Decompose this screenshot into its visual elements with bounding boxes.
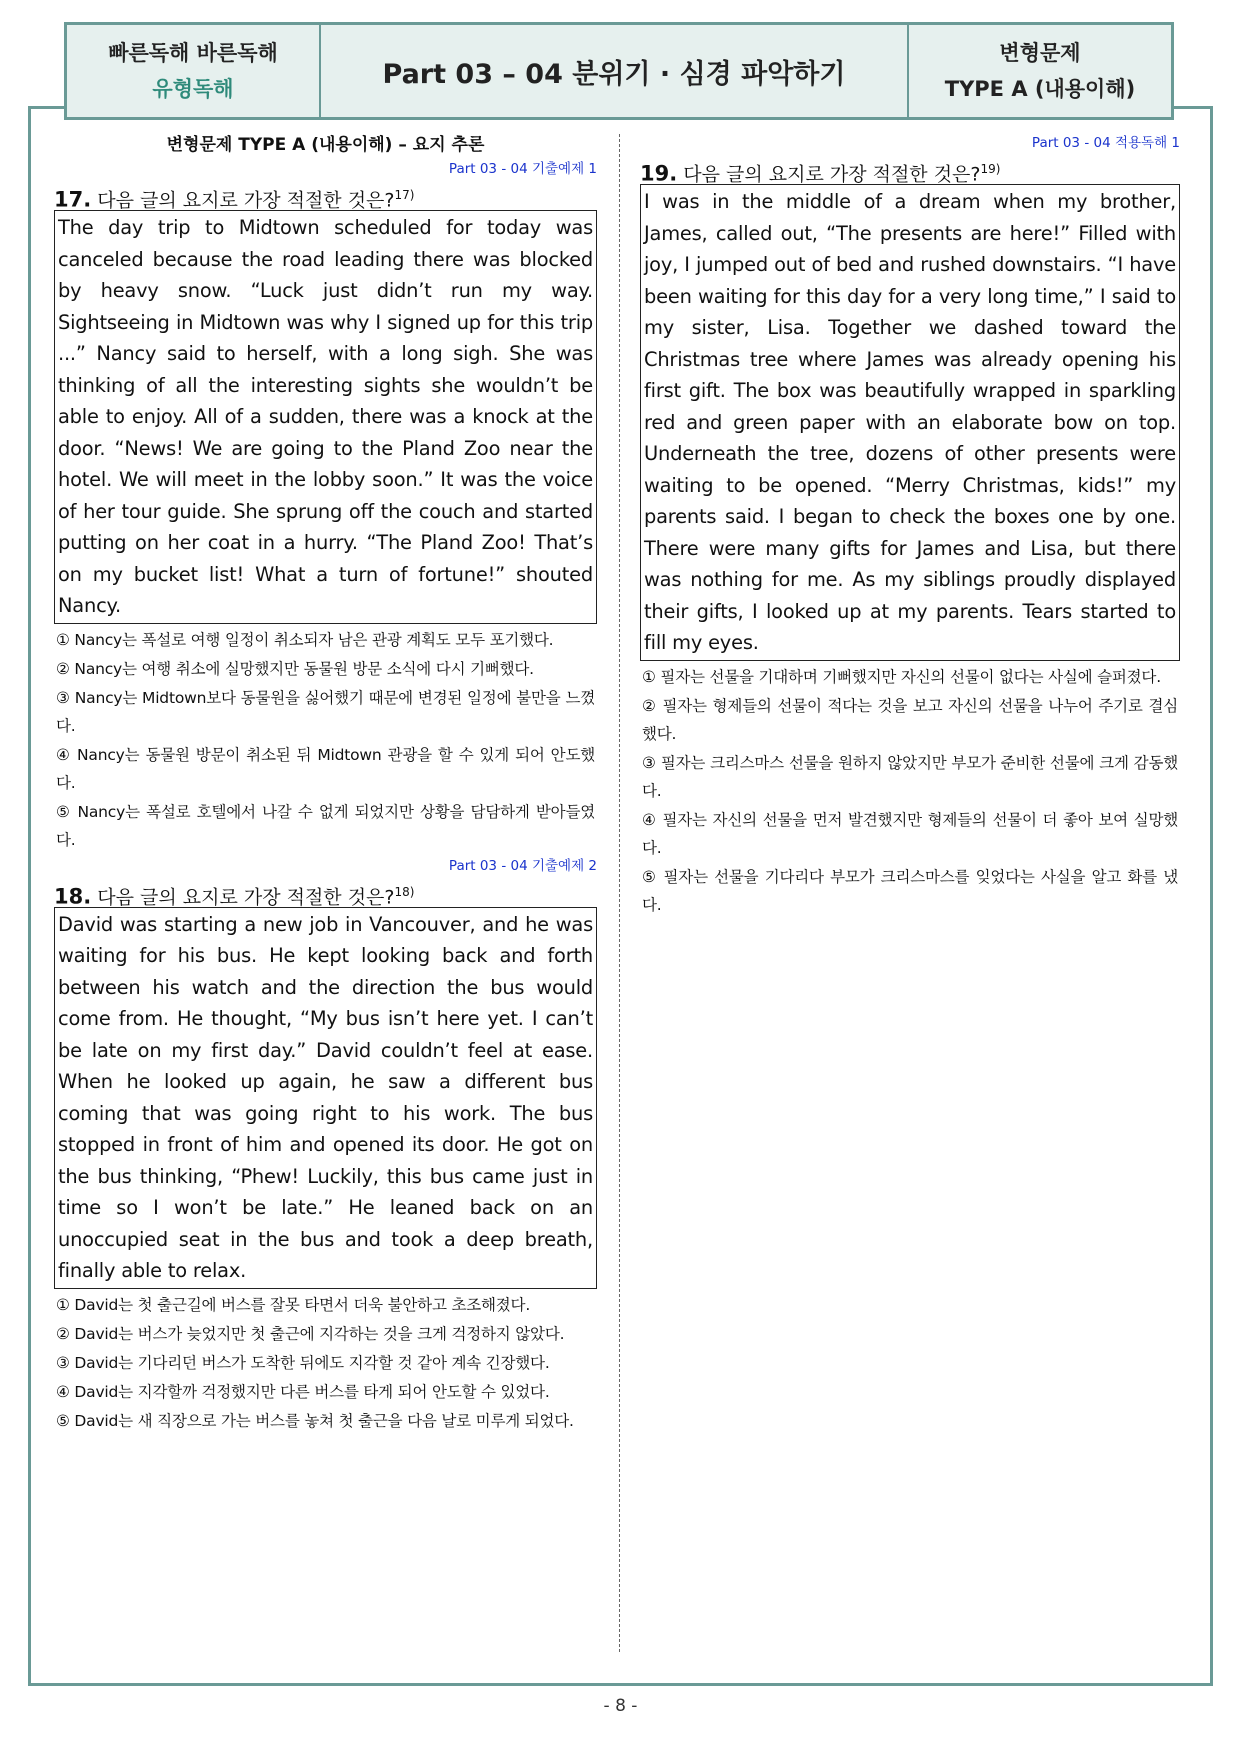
question-prompt bbox=[640, 154, 1180, 184]
answer-choice[interactable]: ② 필자는 형제들의 선물이 적다는 것을 보고 자신의 선물을 나누어 주기로 결심했다. bbox=[642, 696, 1178, 743]
passage-box: The day trip to Midtown scheduled for today was canceled because the road leading there was blocked by heavy snow. “Luck just didn’t run my way. Sightseeing in Midtown was why I signed up for this trip ...” Nancy said to herself, with a long sigh. She was thinking of all the interesting sights she wouldn’t be able to enjoy. All of a sudden, there was a knock at the door. “News! We are going to the Pland Zoo near the hotel. We will meet in the lobby soon.” It was the voice of her tour guide. She sprung off the couch and started putting on her coat in a hurry. “The Pland Zoo! That’s on my bucket list! What a turn of fortune!” shouted Nancy. bbox=[54, 210, 597, 624]
page-number: - 8 - bbox=[603, 1696, 638, 1716]
answer-choice[interactable]: ⑤ David는 새 직장으로 가는 버스를 놓쳐 첫 출근을 다음 날로 미루게 되었다. bbox=[56, 1411, 574, 1430]
frame-top-left-edge bbox=[28, 106, 66, 109]
column-divider bbox=[619, 134, 620, 1652]
footnote-marker: 18) bbox=[394, 884, 415, 899]
answer-choice[interactable]: ③ Nancy는 Midtown보다 동물원을 싫어했기 때문에 변경된 일정에 불만을 느꼈다. bbox=[56, 688, 595, 735]
answer-choices bbox=[54, 1291, 597, 1435]
header-problem-type bbox=[909, 25, 1171, 117]
question-number: 17. bbox=[54, 187, 92, 212]
header-book-subtitle: 유형독해 bbox=[152, 77, 234, 101]
left-column bbox=[54, 132, 597, 1436]
header-type-line2: TYPE A (내용이해) bbox=[944, 77, 1136, 101]
header-chapter-title: Part 03 – 04 분위기 · 심경 파악하기 bbox=[321, 25, 909, 117]
answer-choice[interactable]: ② Nancy는 여행 취소에 실망했지만 동물원 방문 소식에 다시 기뻐했다. bbox=[56, 659, 534, 678]
passage-box: I was in the middle of a dream when my brother, James, called out, “The presents are here!” Filled with joy, I jumped out of bed and rushed downstairs. “I have been waiting for this day for a very long time,” I said to my sister, Lisa. Together we dashed toward the Christmas tree where James was already opening his first gift. The box was beautifully wrapped in sparkling red and green paper with an elaborate bow on top. Underneath the tree, dozens of other presents were waiting to be opened. “Merry Christmas, kids!” my parents said. I began to check the boxes one by one. There were many gifts for James and Lisa, but there was nothing for me. As my siblings proudly displayed their gifts, I looked up at my parents. Tears started to fill my eyes. bbox=[640, 184, 1180, 661]
footnote-marker: 19) bbox=[980, 162, 1001, 176]
question-source: Part 03 - 04 적용독해 1 bbox=[1031, 135, 1180, 151]
passage-box: David was starting a new job in Vancouver, and he was waiting for his bus. He kept looking back and forth between his watch and the direction the bus would come from. He thought, “My bus isn’t here yet. I can’t be late on my first day.” David couldn’t feel at ease. When he looked up again, he saw a different bus coming that was going right to his work. The bus stopped in front of him and opened its door. He got on the bus thinking, “Phew! Luckily, this bus came just in time so I won’t be late.” He leaned back on an unoccupied seat in the bus and took a deep breath, finally able to relax. bbox=[54, 907, 597, 1289]
question-number: 18. bbox=[54, 883, 92, 908]
answer-choice[interactable]: ⑤ 필자는 선물을 기다리다 부모가 크리스마스를 잊었다는 사실을 알고 화를 냈다. bbox=[642, 867, 1178, 914]
header-book-title bbox=[67, 25, 321, 117]
question-number: 19. bbox=[640, 161, 678, 186]
answer-choice[interactable]: ② David는 버스가 늦었지만 첫 출근에 지각하는 것을 크게 걱정하지 않았다. bbox=[56, 1324, 565, 1343]
answer-choice[interactable]: ④ 필자는 자신의 선물을 먼저 발견했지만 형제들의 선물이 더 좋아 보여 실망했다. bbox=[642, 810, 1178, 857]
answer-choice[interactable]: ④ David는 지각할까 걱정했지만 다른 버스를 타게 되어 안도할 수 있었다. bbox=[56, 1382, 550, 1401]
page-header bbox=[64, 22, 1174, 120]
question-prompt bbox=[54, 877, 597, 907]
answer-choice[interactable]: ③ David는 기다리던 버스가 도착한 뒤에도 지각할 것 같아 계속 긴장했다. bbox=[56, 1353, 550, 1372]
answer-choices bbox=[54, 626, 597, 854]
section-title: 변형문제 TYPE A (내용이해) – 요지 추론 bbox=[166, 135, 485, 155]
answer-choice[interactable]: ③ 필자는 크리스마스 선물을 원하지 않았지만 부모가 준비한 선물에 크게 감동했다. bbox=[642, 753, 1178, 800]
answer-choice[interactable]: ⑤ Nancy는 폭설로 호텔에서 나갈 수 없게 되었지만 상황을 담담하게 받아들였다. bbox=[56, 802, 595, 849]
footnote-marker: 17) bbox=[394, 188, 415, 202]
answer-choices bbox=[640, 663, 1180, 919]
question-source: Part 03 - 04 기출예제 1 bbox=[448, 161, 597, 177]
answer-choice[interactable]: ① 필자는 선물을 기대하며 기뻐했지만 자신의 선물이 없다는 사실에 슬퍼졌다. bbox=[642, 667, 1161, 686]
answer-choice[interactable]: ① Nancy는 폭설로 여행 일정이 취소되자 남은 관광 계획도 모두 포기했다. bbox=[56, 630, 554, 649]
frame-top-right-edge bbox=[1172, 106, 1213, 109]
question-text: 다음 글의 요지로 가장 적절한 것은? bbox=[683, 163, 981, 186]
question-prompt bbox=[54, 180, 597, 210]
question-text: 다음 글의 요지로 가장 적절한 것은? bbox=[97, 189, 395, 212]
question-text: 다음 글의 요지로 가장 적절한 것은? bbox=[97, 885, 395, 908]
answer-choice[interactable]: ① David는 첫 출근길에 버스를 잘못 타면서 더욱 불안하고 초조해졌다. bbox=[56, 1295, 531, 1314]
answer-choice[interactable]: ④ Nancy는 동물원 방문이 취소된 뒤 Midtown 관광을 할 수 있게 되어 안도했다. bbox=[56, 745, 595, 792]
right-column bbox=[640, 132, 1180, 920]
header-type-line1: 변형문제 bbox=[999, 41, 1081, 65]
question-source: Part 03 - 04 기출예제 2 bbox=[448, 857, 597, 874]
header-book-name: 빠른독해 바른독해 bbox=[108, 41, 278, 65]
